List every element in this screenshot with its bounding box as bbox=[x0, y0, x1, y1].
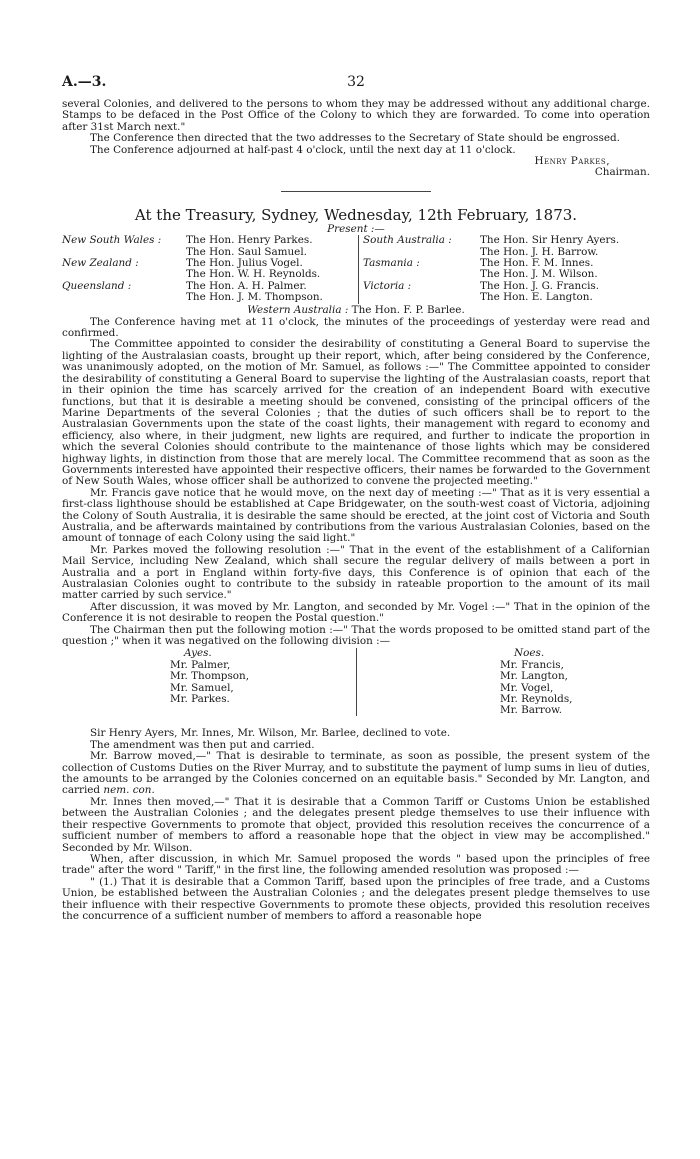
ayes-column bbox=[170, 648, 249, 705]
delegates-left-column bbox=[186, 235, 346, 303]
paragraph bbox=[62, 751, 650, 797]
voter-name: Mr. Vogel, bbox=[500, 681, 554, 694]
paragraph: Mr. Parkes moved the following resolution :—" That in the event of the establishment of a Californian Mail Service, including New Zealand, which shall secure the regular delivery of mails between a port in Australia and a port in England within forty-five days, this Conference is of opinion that each of the Australasian Colonies ought to contribute to the subsidy in rateable proportion to the amount of its mail matter carried by such service." bbox=[62, 543, 650, 602]
western-australia-line bbox=[62, 305, 650, 316]
voter-name: Mr. Reynolds, bbox=[500, 693, 573, 705]
division-divider bbox=[356, 648, 357, 716]
colony-name: New South Wales : bbox=[62, 234, 162, 247]
paragraph: Mr. Innes then moved,—" That it is desirable that a Common Tariff or Customs Union be established between the Australian Colonies ; and the delegates present pledge themselves to use their influence with their respective Governments to promote that object, provided this resolution receives the concurrence of a sufficient number of members to afford a reasonable hope that the object in view may be accomplished." Seconded by Mr. Wilson. bbox=[62, 795, 650, 854]
paragraph: The Conference then directed that the two addresses to the Secretary of State should be engrossed. bbox=[90, 132, 620, 145]
voter-name: Mr. Barrow. bbox=[500, 704, 563, 717]
delegate-name: The Hon. A. H. Palmer. bbox=[186, 279, 307, 292]
colony-name: South Australia : bbox=[363, 234, 452, 247]
colonies-left-column bbox=[62, 235, 182, 303]
paragraph: The Committee appointed to consider the desirability of constituting a General Board to supervise the lighting of the Australasian coasts, brought up their report, which, after being considered by the Conference, was unanimously adopted, on the motion of Mr. Samuel, as follows :—" The Committee appointed to consider the desirability of constituting a General Board to supervise the lighting of the Australasian coasts, report that in their opinion the time has scarcely arrived for the creation of an independent Board with executive functions, but that it is desirable a meeting should be convened, consisting of the principal officers of the Marine Departments of the several Colonies ; that the duties of such officers shall be to report to the Australasian Governments upon the state of the coast lights, their management with regard to economy and efficiency, also where, in their judgment, new lights are required, and further to indicate the proportion in which the several Colonies should contribute to the maintenance of those lights which may be considered highway lights, in distinction from those that are merely local. The Committee recommend that as soon as the Governments interested have appointed their respective officers, their names be forwarded to the Government of New South Wales, whose officer shall be authorized to convene the projected meeting." bbox=[62, 338, 650, 488]
paragraph: several Colonies, and delivered to the persons to whom they may be addressed without any additional charge. Stamps to be defaced in the Post Office of the Colony to which they are forwarded. To come into operation after 31st March next." bbox=[62, 98, 650, 133]
colony-name bbox=[363, 292, 483, 303]
document-body bbox=[62, 99, 650, 922]
page-number: 32 bbox=[347, 74, 365, 90]
page-header bbox=[62, 74, 650, 94]
voter-name: Mr. Samuel, bbox=[170, 681, 234, 694]
delegate-name: The Hon. Saul Samuel. bbox=[186, 245, 307, 258]
delegate-name: The Hon. J. G. Francis. bbox=[480, 279, 600, 292]
paragraph: Sir Henry Ayers, Mr. Innes, Mr. Wilson, Mr. Barlee, declined to vote. bbox=[90, 727, 451, 740]
paragraph: The Chairman then put the following motion :—" That the words proposed to be omitted stand part of the question ;" when it was negatived on the following division :— bbox=[62, 623, 650, 648]
delegate-name: The Hon. F. M. Innes. bbox=[480, 257, 594, 270]
delegate-name: The Hon. Henry Parkes. bbox=[186, 234, 313, 247]
paragraph: When, after discussion, in which Mr. Samuel proposed the words " based upon the principles of free trade" after the word " Tariff," in the first line, the following amended resolution was proposed :— bbox=[62, 852, 650, 877]
ayes-label: Ayes. bbox=[184, 647, 212, 660]
colony-name: Queensland : bbox=[62, 279, 132, 292]
voter-name: Mr. Francis, bbox=[500, 658, 564, 671]
delegate-name: The Hon. W. H. Reynolds. bbox=[186, 268, 321, 281]
delegate-name: The Hon. J. M. Thompson. bbox=[186, 291, 323, 304]
delegates-right-column bbox=[480, 235, 650, 303]
noes-label: Noes. bbox=[514, 647, 545, 660]
paragraph: The amendment was then put and carried. bbox=[90, 738, 315, 751]
section-divider bbox=[281, 191, 431, 192]
paragraph: " (1.) That it is desirable that a Common Tariff, based upon the principles of free trade, and a Customs Union, be established between the Australian Colonies ; and the delegates present pledge themselves to use their influence with their respective Governments to promote these objects, provided this resolution receives the concurrence of a sufficient number of members to afford a reasonable hope bbox=[62, 875, 650, 922]
colony-name: Western Australia : bbox=[247, 304, 349, 317]
voter-name: Mr. Palmer, bbox=[170, 658, 231, 671]
colony-name: New Zealand : bbox=[62, 257, 139, 270]
delegate-name: The Hon. Sir Henry Ayers. bbox=[480, 234, 620, 247]
signature-title: Chairman. bbox=[594, 166, 650, 179]
delegate-name: The Hon. E. Langton. bbox=[480, 291, 593, 304]
document-reference: A.—3. bbox=[62, 74, 107, 90]
paragraph: After discussion, it was moved by Mr. Langton, and seconded by Mr. Vogel :—" That in the opinion of the Conference it is not desirable to reopen the Postal question." bbox=[62, 600, 650, 625]
attendance-list bbox=[62, 235, 650, 305]
paragraph: Mr. Francis gave notice that he would move, on the next day of meeting :—" That as it is very essential a first-class lighthouse should be established at Cape Bridgewater, on the south-west coast of Victoria, adjoining the Colony of South Australia, it is desirable the same should be erected, at the joint cost of Victoria and South Australia, and be afterwards maintained by contributions from the various Australasian Colonies, based on the amount of tonnage of each Colony using the said light." bbox=[62, 486, 650, 545]
meeting-heading: At the Treasury, Sydney, Wednesday, 12th February, 1873. bbox=[134, 205, 578, 224]
colony-name: Victoria : bbox=[363, 279, 412, 292]
voter-name: Mr. Langton, bbox=[500, 670, 568, 683]
signature-name: Henry Parkes, bbox=[534, 155, 610, 168]
delegate-name: The Hon. J. H. Barrow. bbox=[480, 245, 599, 258]
delegate-name: The Hon. F. P. Barlee. bbox=[351, 304, 465, 317]
division-list bbox=[62, 648, 650, 728]
voter-name: Mr. Thompson, bbox=[170, 670, 250, 683]
paragraph-text: Mr. Barrow moved,—" That is desirable to terminate, as soon as possible, the present system of the collection of Customs Duties on the River Murray, and to substitute the payment of lump sums in lieu of duties, the amounts to be arranged by the Colonies concerned on an equitable basis." Seconded by Mr. Langton, and carried bbox=[62, 750, 650, 797]
delegate-name: The Hon. Julius Vogel. bbox=[186, 257, 303, 270]
paragraph: The Conference adjourned at half-past 4 o'clock, until the next day at 11 o'clock. bbox=[90, 143, 516, 156]
colonies-right-column bbox=[358, 235, 483, 303]
voter-name: Mr. Parkes. bbox=[170, 693, 230, 705]
noes-column bbox=[500, 648, 572, 716]
paragraph: The Conference having met at 11 o'clock, the minutes of the proceedings of yesterday were read and confirmed. bbox=[62, 315, 650, 340]
colony-name: Tasmania : bbox=[363, 257, 420, 270]
delegate-name: The Hon. J. M. Wilson. bbox=[480, 268, 598, 281]
latin-phrase: nem. con. bbox=[103, 784, 155, 797]
colony-name bbox=[62, 292, 182, 303]
present-label: Present :— bbox=[327, 222, 385, 235]
